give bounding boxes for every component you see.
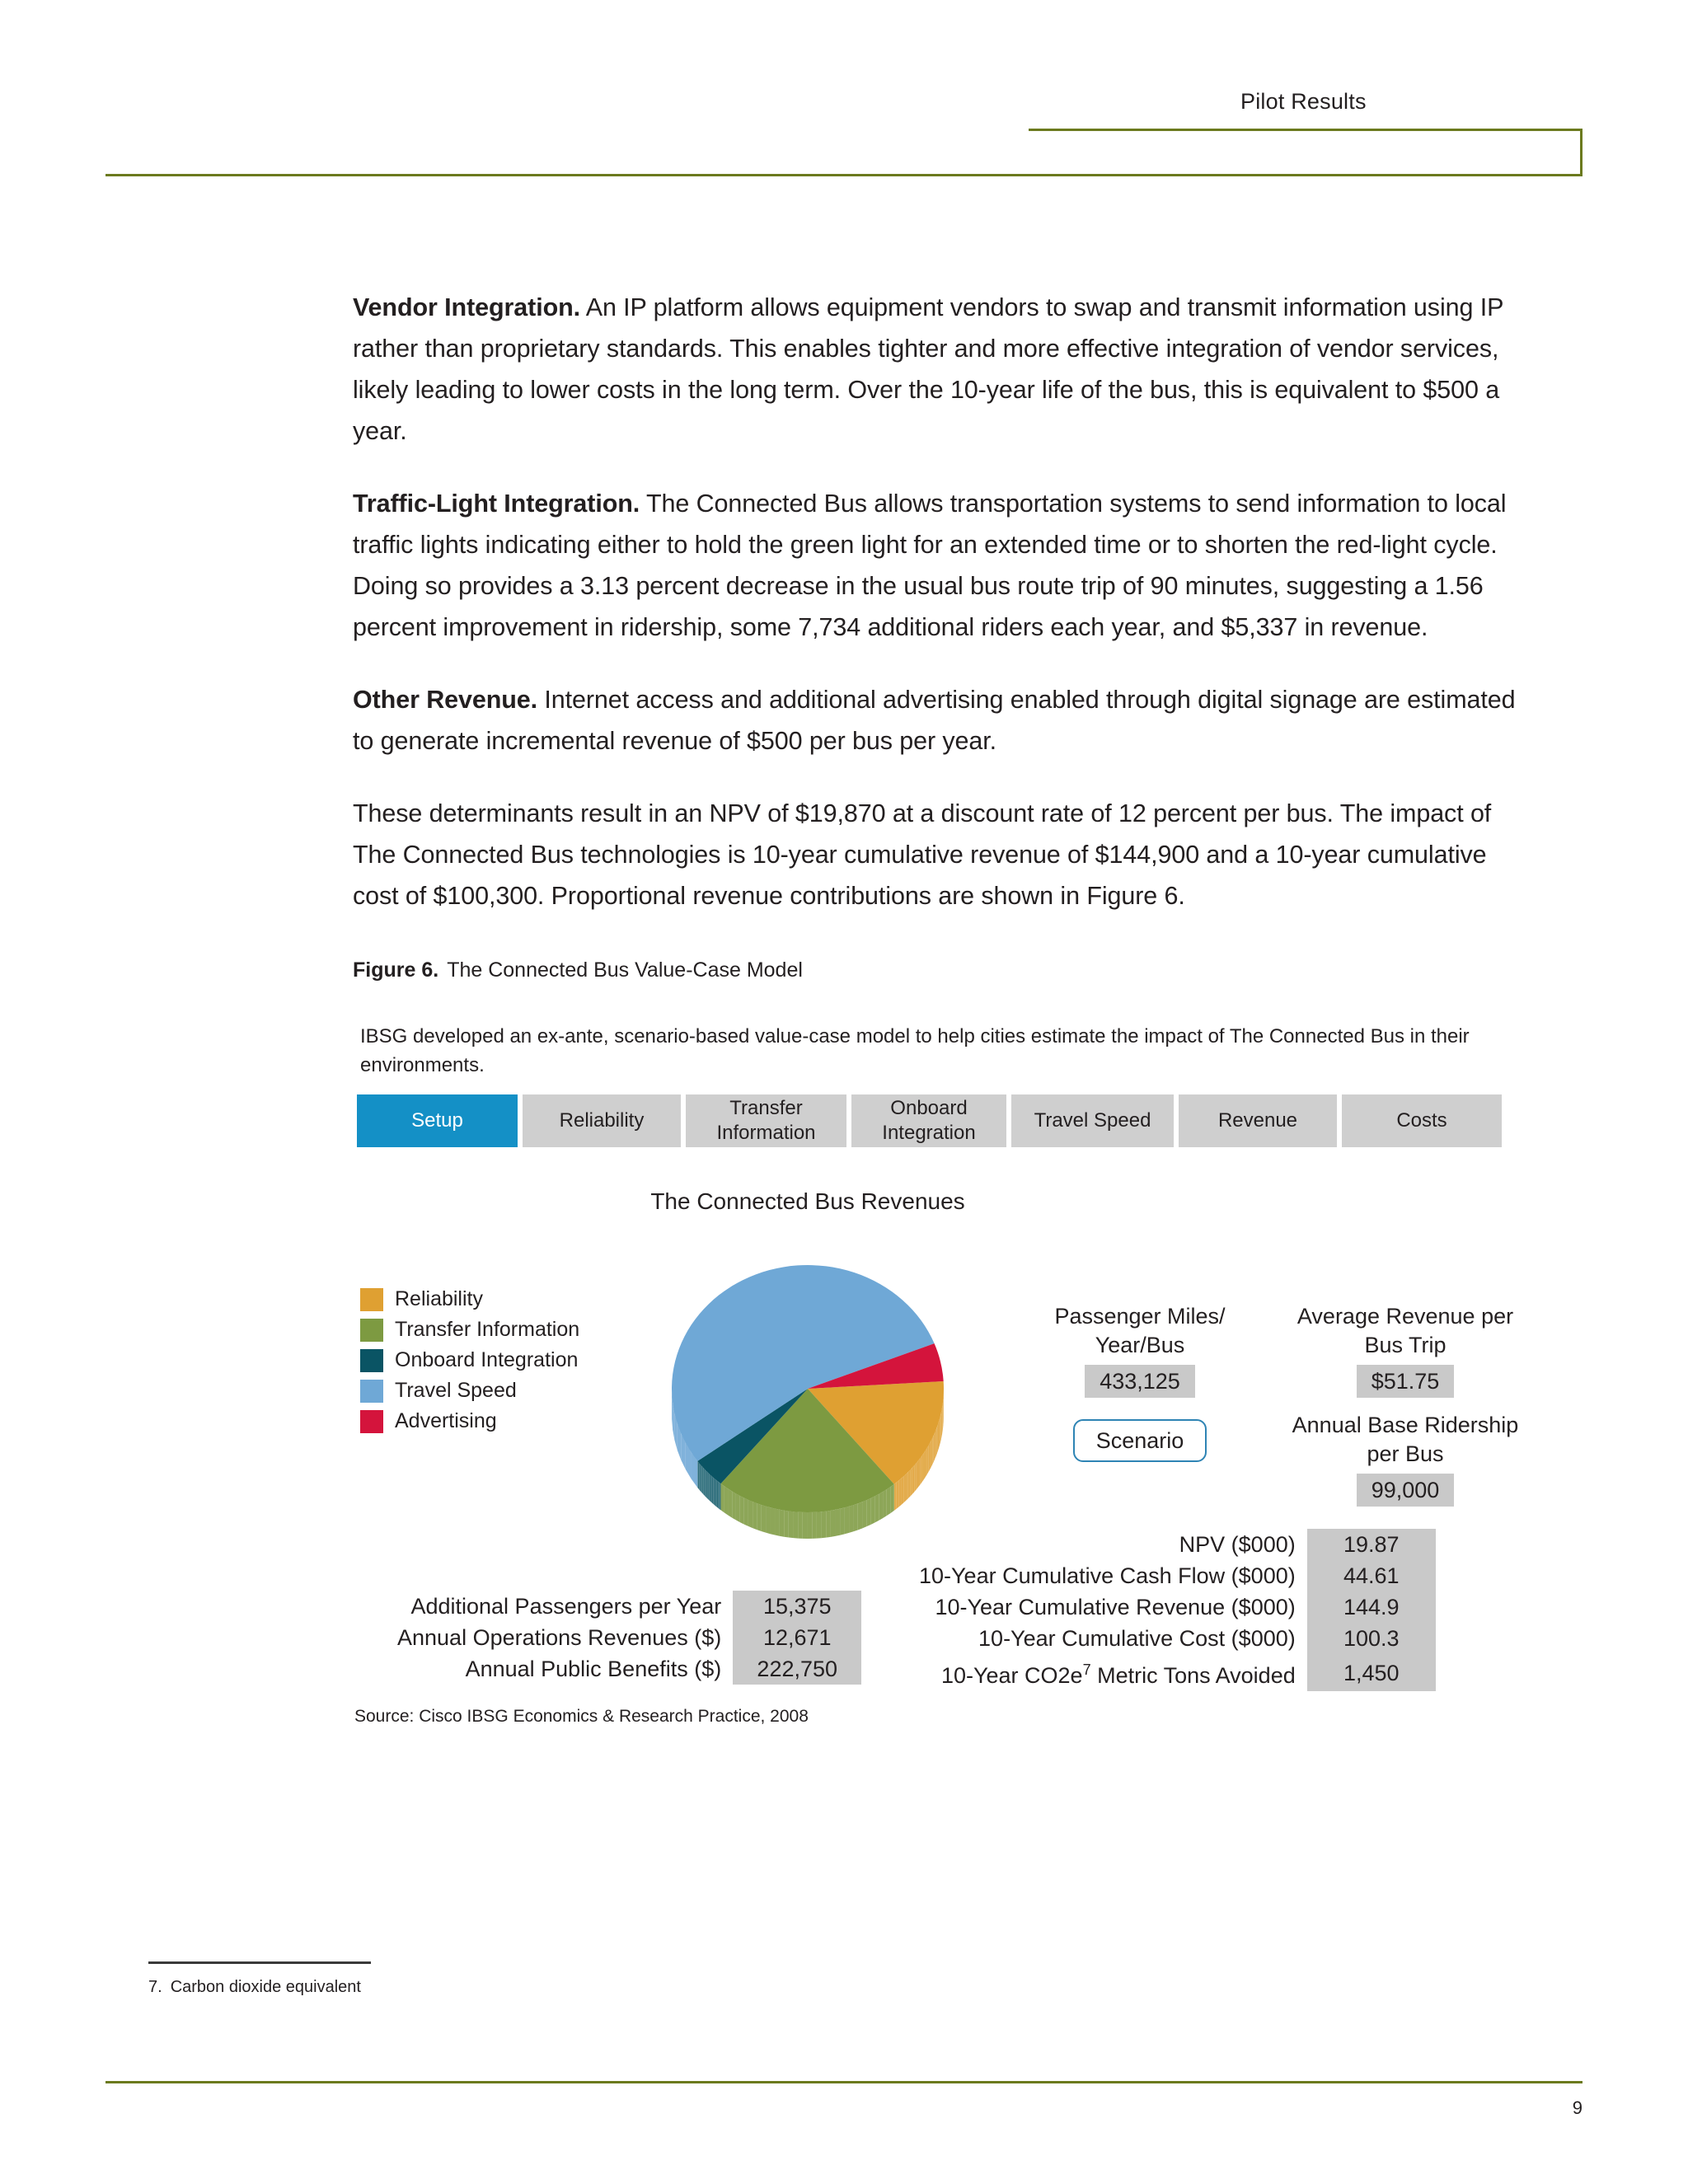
row-label: Annual Public Benefits ($) <box>465 1657 722 1681</box>
annual-base-ridership-label: Annual Base Ridership per Bus <box>1292 1413 1519 1466</box>
row-value[interactable]: 12,671 <box>733 1622 861 1653</box>
passenger-miles-block <box>1025 1302 1255 1398</box>
table-row <box>919 1529 1436 1560</box>
legend-swatch-icon <box>360 1288 383 1311</box>
row-value[interactable]: 44.61 <box>1307 1560 1436 1591</box>
row-value[interactable]: 222,750 <box>733 1653 861 1685</box>
paragraph-body: The Connected Bus allows transportation systems to send information to local traffic lights indicating either to hold the green light for an extended time or to shorten the red-light cycle. Doing so provides a 3.13 percent decrease in the usual bus route trip of 90 minutes, suggesting a 1.56 percent improvement in ridership, some 7,734 additional riders each year, and $5,337 in revenue. <box>353 490 1507 641</box>
paragraph-body: An IP platform allows equipment vendors to swap and transmit information using IP rather than proprietary standards. This enables tighter and more effective integration of vendor services, likely leading to lower costs in the long term. Over the 10-year life of the bus, this is equivalent to $500 a year. <box>353 293 1503 445</box>
tab-travel-speed[interactable]: Travel Speed <box>1011 1094 1174 1147</box>
footnote-separator <box>148 1961 371 1964</box>
table-row <box>919 1623 1436 1654</box>
table-row <box>919 1591 1436 1623</box>
results-table-left <box>397 1591 861 1685</box>
header-title-wrap <box>1071 89 1582 115</box>
legend-swatch-icon <box>360 1349 383 1372</box>
paragraph-lead: Other Revenue. <box>353 686 538 714</box>
legend-label: Onboard Integration <box>395 1348 579 1371</box>
revenue-pie-chart <box>635 1232 981 1562</box>
average-revenue-value[interactable]: $51.75 <box>1357 1365 1455 1398</box>
page-running-header: Pilot Results <box>1240 89 1367 114</box>
tab-onboard-integration[interactable]: Onboard Integration <box>851 1094 1006 1147</box>
tab-transfer-information[interactable]: Transfer Information <box>686 1094 846 1147</box>
paragraph-other-revenue <box>353 679 1523 762</box>
chart-legend <box>360 1284 579 1436</box>
footnote-marker: 7 <box>1082 1661 1091 1678</box>
tab-costs[interactable]: Costs <box>1342 1094 1502 1147</box>
table-row <box>397 1653 861 1685</box>
paragraph-body: These determinants result in an NPV of $19,870 at a discount rate of 12 percent per bus. The impact of The Connected Bus technologies is 10-year cumulative revenue of $144,900 and a 10-year cumulative cost of $100,300. Proportional revenue contributions are shown in Figure 6. <box>353 799 1492 910</box>
legend-item[interactable] <box>360 1284 579 1315</box>
paragraph-vendor-integration <box>353 287 1523 452</box>
figure-number: Figure 6. <box>353 958 439 982</box>
row-value[interactable]: 15,375 <box>733 1591 861 1622</box>
row-label: 10-Year Cumulative Cash Flow ($000) <box>919 1563 1296 1588</box>
paragraph-determinants <box>353 793 1523 916</box>
table-row <box>397 1622 861 1653</box>
header-rule-bottom <box>106 174 1582 176</box>
legend-item[interactable] <box>360 1406 579 1436</box>
row-label: 10-Year Cumulative Revenue ($000) <box>935 1595 1296 1619</box>
page-header <box>106 89 1582 180</box>
tab-setup[interactable]: Setup <box>357 1094 518 1147</box>
footer-rule <box>106 2081 1582 2083</box>
legend-swatch-icon <box>360 1410 383 1433</box>
paragraph-traffic-light-integration <box>353 483 1523 648</box>
legend-swatch-icon <box>360 1380 383 1403</box>
page-number: 9 <box>1572 2097 1582 2118</box>
legend-label: Transfer Information <box>395 1318 580 1341</box>
figure-source: Source: Cisco IBSG Economics & Research Practice, 2008 <box>354 1707 809 1726</box>
header-rule-top <box>1029 129 1582 131</box>
legend-label: Advertising <box>395 1409 497 1432</box>
row-label: NPV ($000) <box>1179 1532 1296 1557</box>
legend-label: Reliability <box>395 1287 483 1310</box>
table-row <box>919 1560 1436 1591</box>
annual-base-ridership-value[interactable]: 99,000 <box>1357 1474 1455 1507</box>
legend-swatch-icon <box>360 1319 383 1342</box>
body-content <box>353 287 1523 948</box>
legend-label: Travel Speed <box>395 1379 517 1402</box>
row-label-tail: Metric Tons Avoided <box>1090 1663 1296 1688</box>
table-row <box>397 1591 861 1622</box>
row-label: Additional Passengers per Year <box>410 1594 722 1619</box>
legend-item[interactable] <box>360 1345 579 1376</box>
tab-revenue[interactable]: Revenue <box>1179 1094 1337 1147</box>
row-label-co2e <box>919 1654 1307 1691</box>
row-value[interactable]: 19.87 <box>1307 1529 1436 1560</box>
chart-title: The Connected Bus Revenues <box>650 1188 965 1214</box>
figure-title: The Connected Bus Value-Case Model <box>447 958 803 982</box>
figure-caption <box>353 958 803 982</box>
footnote-number: 7. <box>148 1978 162 1996</box>
row-value[interactable]: 1,450 <box>1307 1654 1436 1691</box>
table-row <box>919 1654 1436 1691</box>
paragraph-lead: Vendor Integration. <box>353 293 581 321</box>
footnote <box>148 1978 361 1997</box>
header-rule-vertical <box>1580 129 1582 176</box>
average-revenue-block <box>1282 1302 1529 1398</box>
legend-item[interactable] <box>360 1376 579 1406</box>
row-label: Annual Operations Revenues ($) <box>397 1625 722 1650</box>
legend-item[interactable] <box>360 1315 579 1345</box>
tab-reliability[interactable]: Reliability <box>523 1094 681 1147</box>
row-value[interactable]: 100.3 <box>1307 1623 1436 1654</box>
annual-base-ridership-block <box>1282 1411 1529 1507</box>
pie-chart-svg <box>635 1232 981 1562</box>
paragraph-body: Internet access and additional advertising enabled through digital signage are estimated to generate incremental revenue of $500 per bus per year. <box>353 686 1516 755</box>
value-case-tabbar <box>357 1094 1502 1147</box>
paragraph-lead: Traffic-Light Integration. <box>353 490 640 518</box>
average-revenue-label: Average Revenue per Bus Trip <box>1296 1304 1514 1357</box>
row-label-main: 10-Year CO2e <box>940 1663 1083 1688</box>
passenger-miles-value[interactable]: 433,125 <box>1085 1365 1195 1398</box>
figure-intro-text: IBSG developed an ex-ante, scenario-based value-case model to help cities estimate the impact of The Connected Bus in their environments. <box>360 1025 1470 1076</box>
results-table-right <box>919 1529 1436 1691</box>
footnote-body: Carbon dioxide equivalent <box>170 1978 361 1996</box>
scenario-button[interactable]: Scenario <box>1073 1419 1207 1462</box>
row-label: 10-Year Cumulative Cost ($000) <box>978 1626 1296 1651</box>
row-value[interactable]: 144.9 <box>1307 1591 1436 1623</box>
passenger-miles-label: Passenger Miles/ Year/Bus <box>1054 1304 1226 1357</box>
